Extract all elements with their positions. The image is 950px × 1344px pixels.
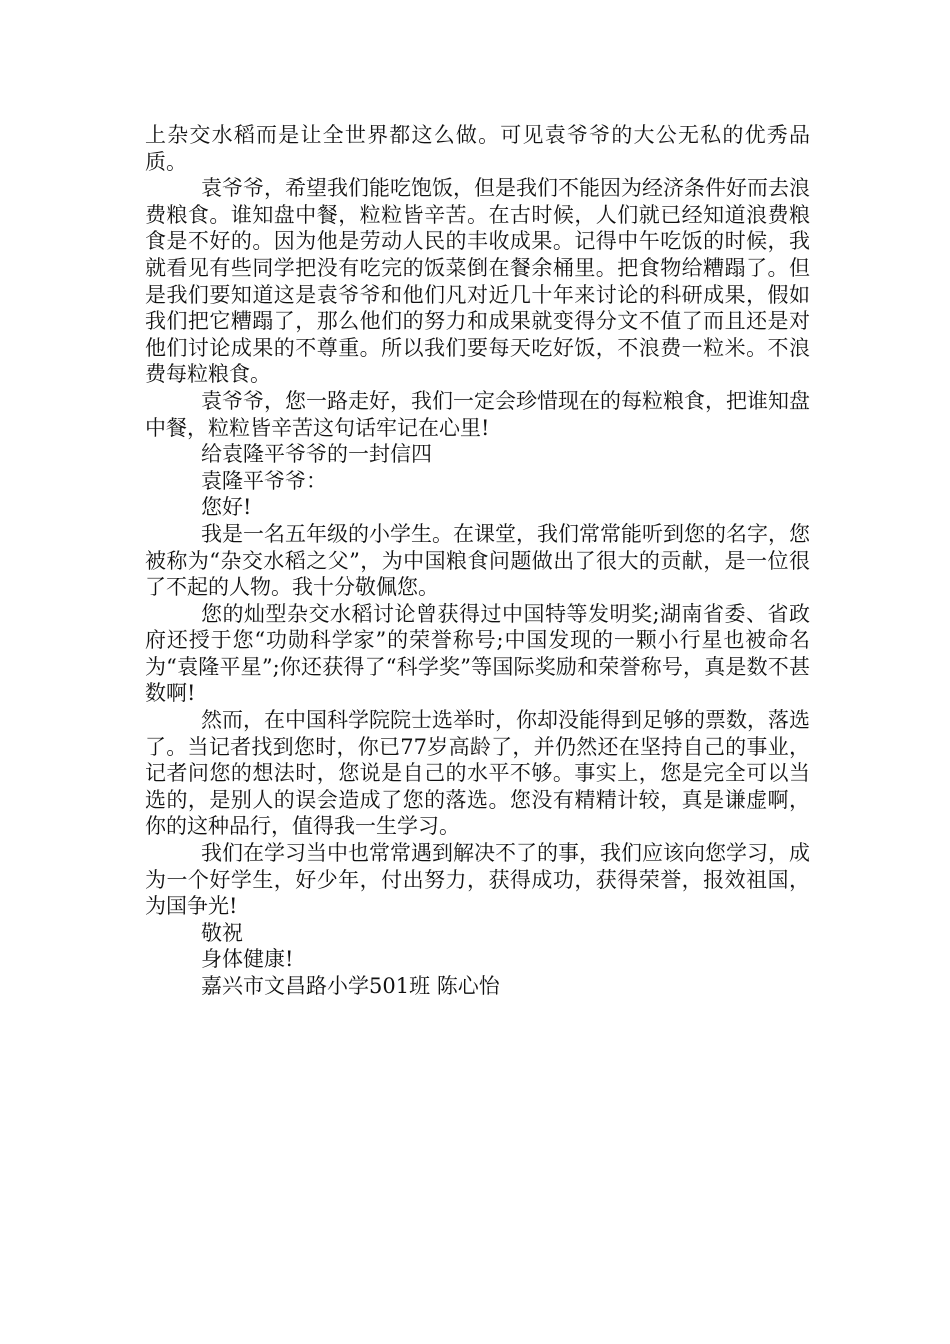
paragraph-food-waste: 袁爷爷，希望我们能吃饱饭，但是我们不能因为经济条件好而去浪费粮食。谁知盘中餐，粒粒皆辛苦。在古时候，人们就已经知道浪费粮食是不好的。因为他是劳动人民的丰收成果。记得中午吃饭的时候，我就看见有些同学把没有吃完的饭菜倒在餐余桶里。把食物给糟蹋了。但是我们要知道这是袁爷爷和他们凡对近几十年来讨论的科研成果，假如我们把它糟蹋了，那么他们的努力和成果就变得分文不值了而且还是对他们讨论成果的不尊重。所以我们要每天吃好饭，不浪费一粒米。不浪费每粒粮食。: [145, 176, 810, 387]
letter-title: 给袁隆平爷爷的一封信四: [201, 442, 432, 467]
paragraph-resolution: 我们在学习当中也常常遇到解决不了的事，我们应该向您学习，成为一个好学生，好少年，付出努力，获得成功，获得荣誉，报效祖国，为国争光!: [145, 841, 810, 919]
letter-body: [145, 122, 810, 1000]
paragraph-continuation: 上杂交水稻而是让全世界都这么做。可见袁爷爷的大公无私的优秀品质。: [145, 123, 810, 174]
letter-salutation: 袁隆平爷爷：: [201, 468, 327, 493]
closing-wish: 敬祝: [201, 920, 243, 945]
paragraph-honors: 您的灿型杂交水稻讨论曾获得过中国特等发明奖;湖南省委、省政府还授于您“功勋科学家”的荣誉称号;中国发现的一颗小行星也被命名为“袁隆平星”;你还获得了“科学奖”等国际奖励和荣誉称号，真是数不甚数啊!: [145, 601, 810, 706]
paragraph-humility: 然而，在中国科学院院士选举时，你却没能得到足够的票数，落选了。当记者找到您时，你已77岁高龄了，并仍然还在坚持自己的事业，记者问您的想法时，您说是自己的水平不够。事实上，您是完全可以当选的，是别人的误会造成了您的落选。您没有精精计较，真是谦虚啊，你的这种品行，值得我一生学习。: [145, 708, 810, 839]
paragraph-introduction: 我是一名五年级的小学生。在课堂，我们常常能听到您的名字，您被称为“杂交水稻之父”，为中国粮食问题做出了很大的贡献，是一位很了不起的人物。我十分敬佩您。: [145, 521, 810, 600]
closing-health: 身体健康!: [201, 947, 294, 972]
letter-signature: 嘉兴市文昌路小学501班 陈心怡: [201, 974, 500, 998]
letter-greeting: 您好!: [201, 495, 252, 520]
paragraph-farewell: 袁爷爷，您一路走好，我们一定会珍惜现在的每粒粮食，把谁知盘中餐，粒粒皆辛苦这句话牢记在心里!: [145, 388, 810, 440]
